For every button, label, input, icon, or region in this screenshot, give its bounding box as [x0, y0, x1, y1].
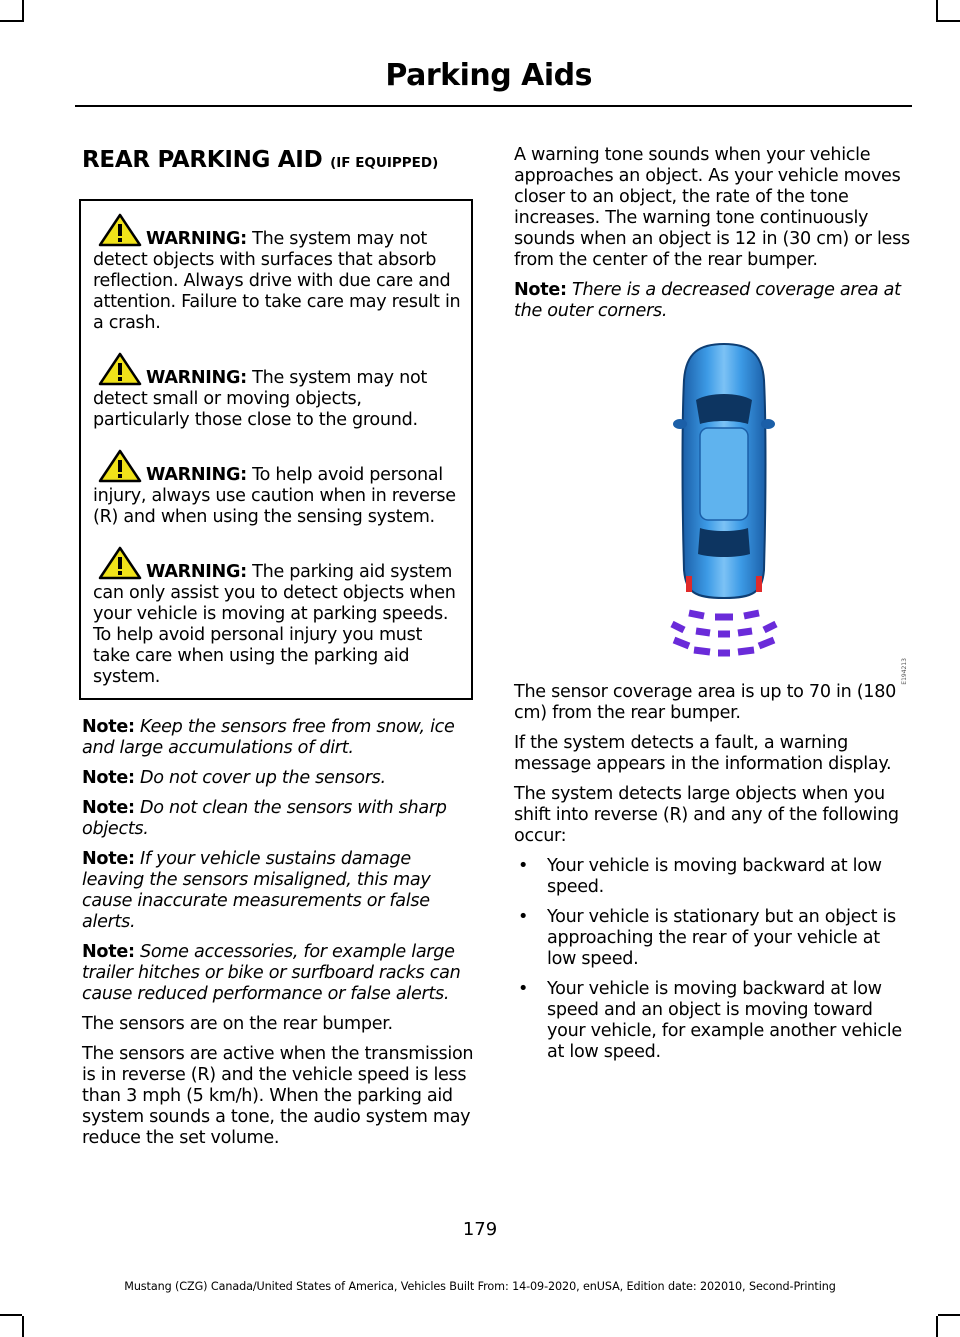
note: [514, 280, 910, 322]
crop-mark: [0, 1314, 22, 1316]
crop-mark: [22, 1316, 24, 1337]
note: [82, 798, 474, 840]
warning-triangle-icon: [98, 449, 142, 483]
warning-text: The parking aid system can only assist you to detect objects when your vehicle is moving at parking speeds. To help avoid personal injury you must take care when using the parking aid system.: [93, 562, 456, 687]
warning-box: [79, 199, 473, 700]
warning-text: To help avoid personal injury, always use caution when in reverse (R) and when using the sensing system.: [93, 465, 456, 527]
note-text: Do not clean the sensors with sharp objects.: [82, 798, 447, 839]
page-footer: Mustang (CZG) Canada/United States of America, Vehicles Built From: 14-09-2020, enUSA, Edition date: 202010, Second-Printing: [124, 1280, 836, 1293]
paragraph: If the system detects a fault, a warning message appears in the information display.: [514, 733, 892, 774]
note-label: Note:: [82, 798, 135, 818]
note-label: Note:: [82, 849, 135, 869]
warning-item: [93, 213, 462, 334]
warning-item: [93, 546, 462, 688]
condition-list: [514, 856, 910, 1063]
note-label: Note:: [514, 280, 567, 300]
note-label: Note:: [82, 768, 135, 788]
header-divider: [75, 105, 912, 107]
paragraph: The sensor coverage area is up to 70 in (180 cm) from the rear bumper.: [514, 682, 896, 723]
warning-label: WARNING:: [146, 562, 247, 582]
warning-label: WARNING:: [146, 229, 247, 249]
list-item: • Your vehicle is moving backward at low speed.: [514, 856, 910, 898]
note: [82, 849, 474, 933]
note-label: Note:: [82, 942, 135, 962]
notes-list: [82, 717, 474, 1005]
warning-text: The system may not detect small or moving objects, particularly those close to the ground.: [93, 368, 428, 430]
section-title-text: REAR PARKING AID: [82, 147, 323, 173]
crop-mark: [22, 0, 24, 22]
crop-mark: [936, 1316, 938, 1337]
warning-item: [93, 449, 462, 528]
note-text: Keep the sensors free from snow, ice and large accumulations of dirt.: [82, 717, 455, 758]
warning-text: The system may not detect objects with surfaces that absorb reflection. Always drive with due care and attention. Failure to take care may result in a crash.: [93, 229, 461, 333]
warning-triangle-icon: [98, 546, 142, 580]
note-label: Note:: [82, 717, 135, 737]
note-text: Do not cover up the sensors.: [134, 768, 386, 788]
right-column: [514, 145, 910, 1072]
list-item: • Your vehicle is stationary but an object is approaching the rear of your vehicle at low speed.: [514, 907, 910, 970]
crop-mark: [938, 1314, 960, 1316]
note: [82, 942, 474, 1005]
paragraph: The system detects large objects when you shift into reverse (R) and any of the following occur:: [514, 784, 899, 846]
paragraph: The sensors are on the rear bumper.: [82, 1014, 393, 1034]
car-top-view-icon: [514, 340, 910, 685]
warning-triangle-icon: [98, 213, 142, 247]
paragraph: A warning tone sounds when your vehicle approaches an object. As your vehicle moves closer to an object, the rate of the tone increases. The warning tone continuously sounds when an object is 12 in (30 cm) or less from the center of the rear bumper.: [514, 145, 910, 270]
rear-parking-aid-illustration: [514, 340, 910, 685]
warning-item: [93, 352, 462, 431]
note-text: Some accessories, for example large trailer hitches or bike or surfboard racks can cause reduced performance or false alerts.: [82, 942, 461, 1004]
crop-mark: [936, 0, 938, 22]
page-number: 179: [462, 1219, 498, 1240]
figure-code: E194213: [901, 658, 908, 685]
section-qualifier: (IF EQUIPPED): [330, 155, 439, 171]
paragraph: The sensors are active when the transmission is in reverse (R) and the vehicle speed is less than 3 mph (5 km/h). When the parking aid system sounds a tone, the audio system may reduce the set volume.: [82, 1044, 474, 1148]
crop-mark: [0, 20, 22, 22]
left-column: [82, 145, 474, 1158]
note: [82, 768, 474, 789]
warning-triangle-icon: [98, 352, 142, 386]
note: [82, 717, 474, 759]
section-title: [82, 147, 474, 173]
note-text: If your vehicle sustains damage leaving the sensors misaligned, this may cause inaccurate measurements or false alerts.: [82, 849, 431, 932]
warning-label: WARNING:: [146, 368, 247, 388]
crop-mark: [938, 20, 960, 22]
page-header-title: Parking Aids: [385, 58, 592, 93]
note-text: There is a decreased coverage area at the outer corners.: [514, 280, 901, 321]
warning-label: WARNING:: [146, 465, 247, 485]
list-item: • Your vehicle is moving backward at low speed and an object is moving toward your vehicle, for example another vehicle at low speed.: [514, 979, 910, 1063]
